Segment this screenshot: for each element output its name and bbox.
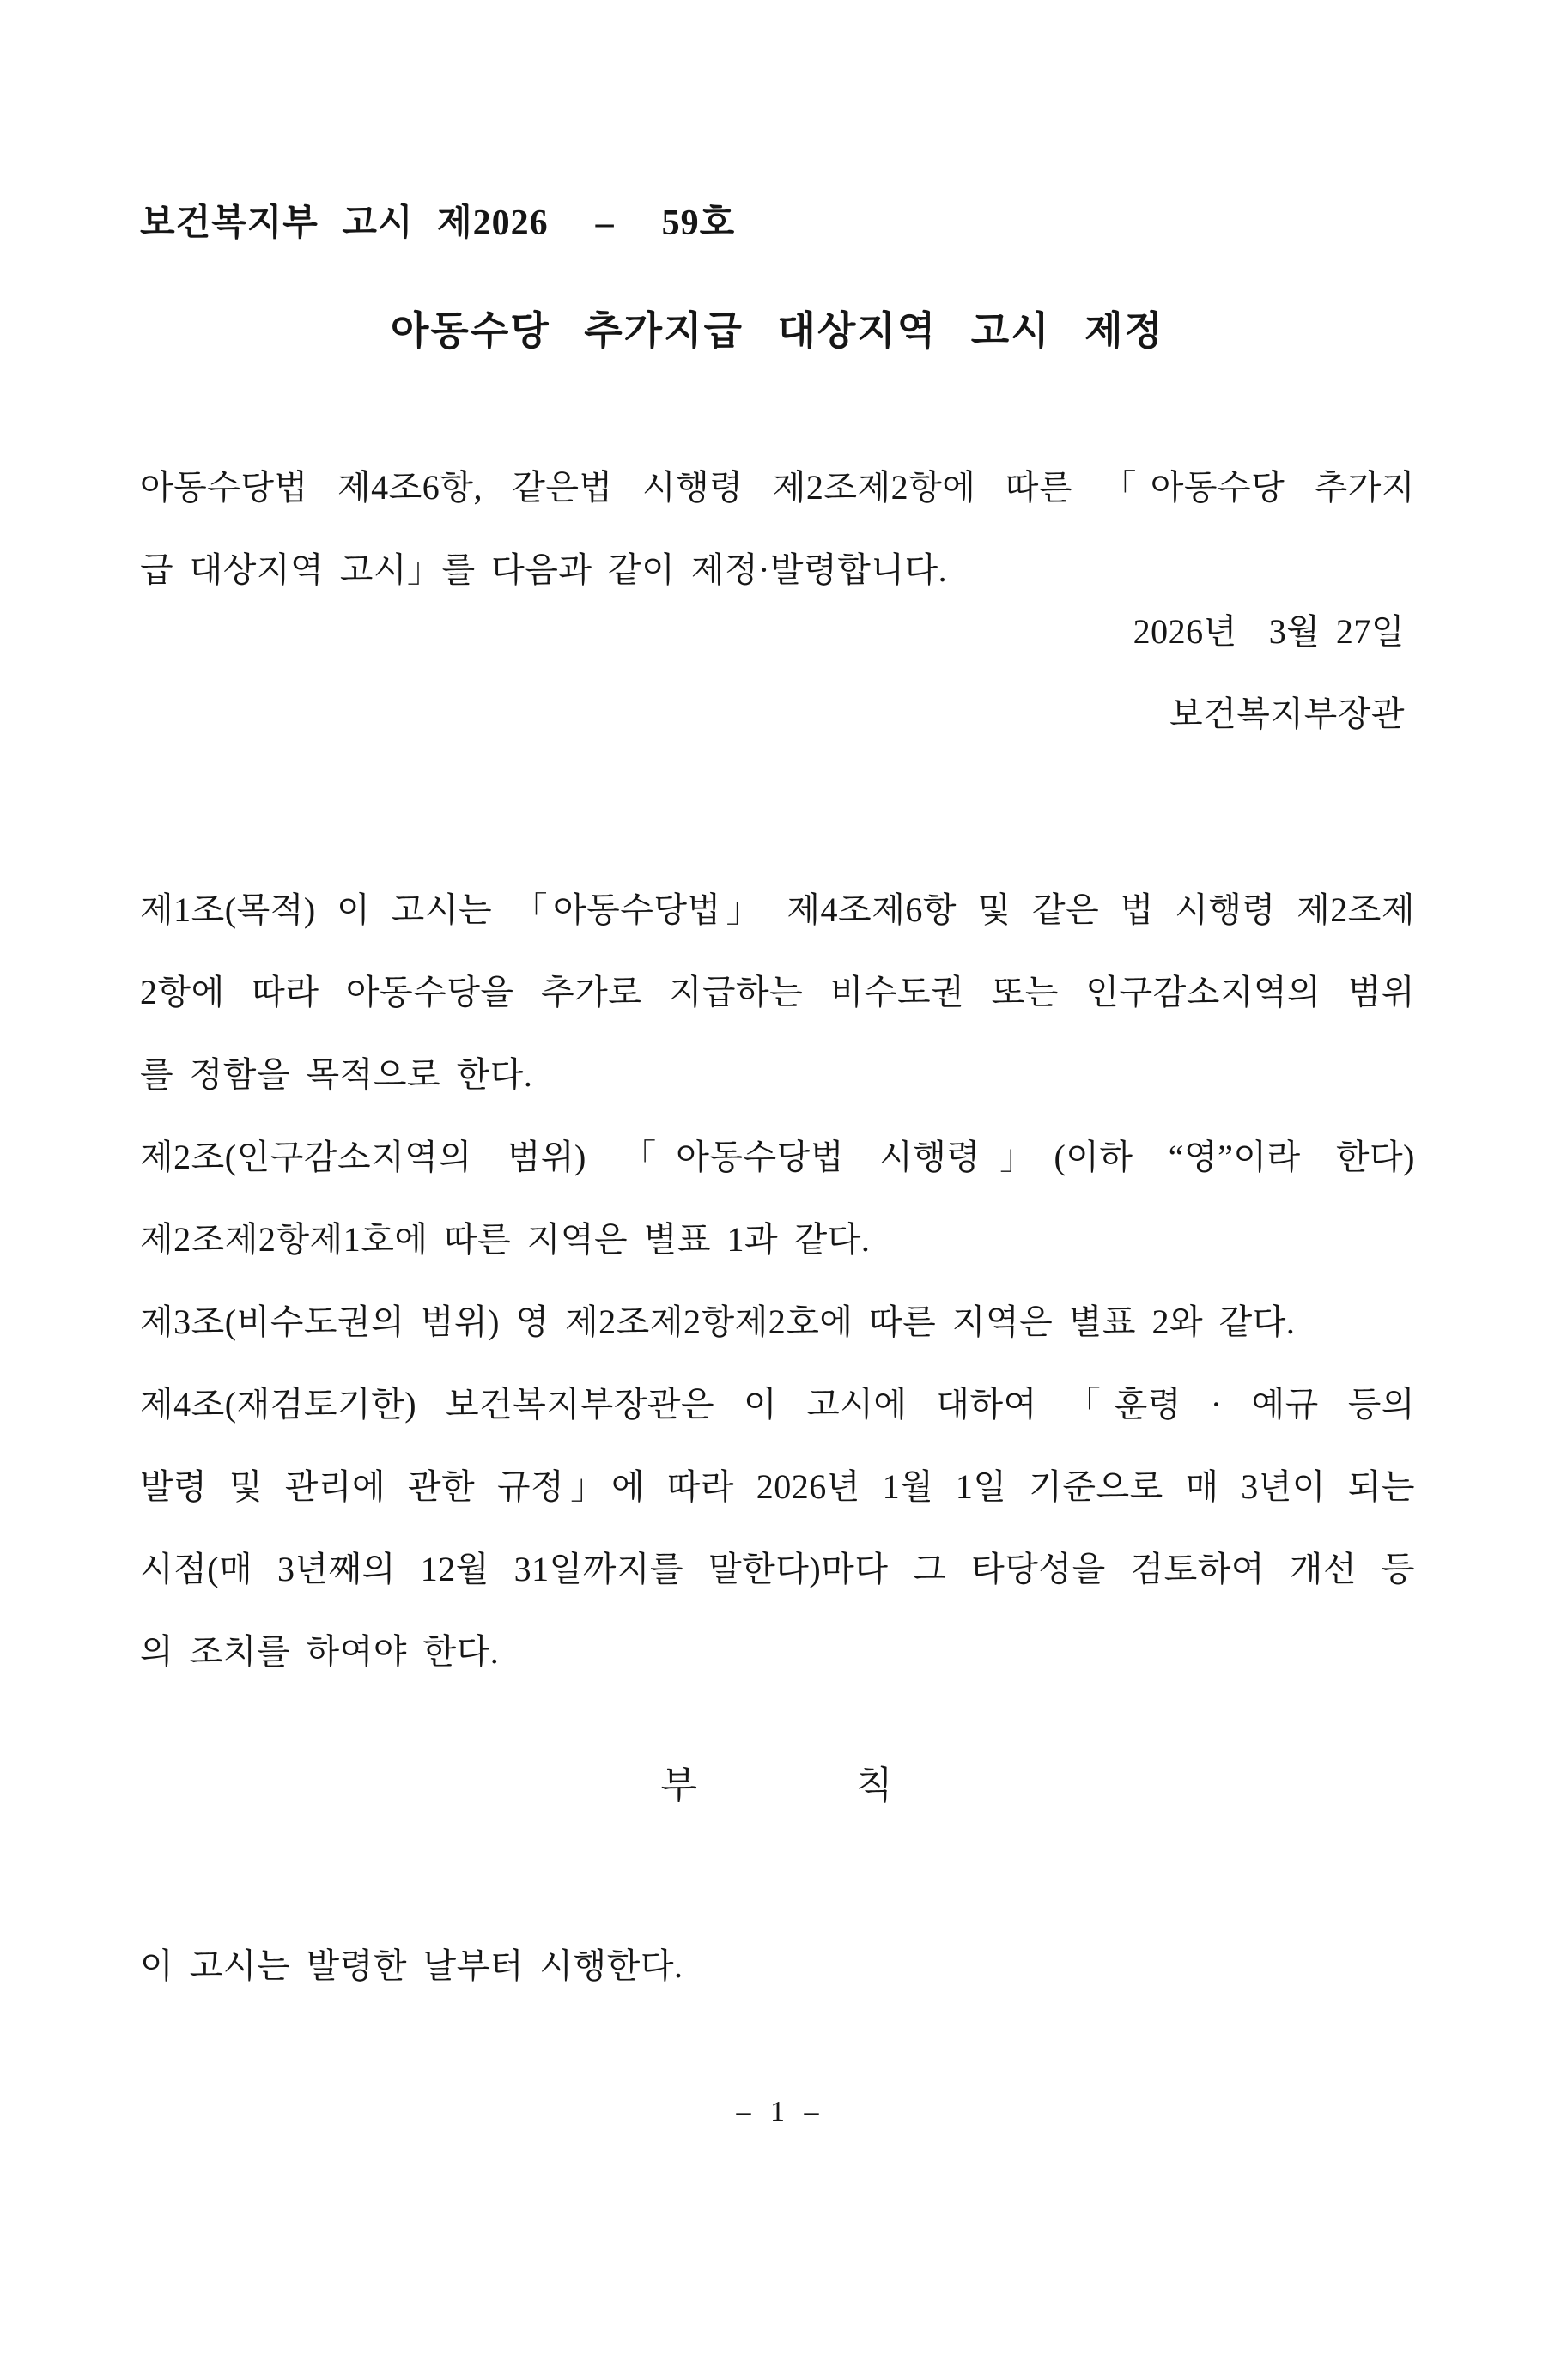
doc-title: 아동수당 추가지급 대상지역 고시 제정 (391, 309, 1164, 353)
addendum-heading: 부 칙 (660, 1764, 895, 1806)
article-line: 제3조(비수도권의 범위) 영 제2조제2항제2호에 따른 지역은 별표 2와 같다. (140, 1302, 1296, 1341)
notice-document-page (0, 182, 1555, 2380)
article-line: 제1조(목적) 이 고시는 「아동수당법」 제4조제6항 및 같은 법 시행령 제2조제 (140, 890, 1415, 929)
article-line: 2항에 따라 아동수당을 추가로 지급하는 비수도권 또는 인구감소지역의 범위 (140, 973, 1415, 1011)
issue-date: 2026년 3월 27일 (1133, 612, 1405, 651)
doc-number: 보건복지부 고시 제2026 – 59호 (140, 203, 736, 243)
article-line: 제2조(인구감소지역의 범위) 「아동수당법 시행령」(이하 “영”이라 한다) (140, 1138, 1415, 1176)
intro-line: 아동수당법 제4조6항, 같은법 시행령 제2조제2항에 따른 「아동수당 추가지 (140, 468, 1415, 507)
article-line: 를 정함을 목적으로 한다. (140, 1055, 533, 1094)
article-line: 제4조(재검토기한) 보건복지부장관은 이 고시에 대하여 「훈령 · 예규 등의 (140, 1385, 1415, 1424)
article-line: 제2조제2항제1호에 따른 지역은 별표 1과 같다. (140, 1220, 871, 1259)
article-line: 시점(매 3년째의 12월 31일까지를 말한다)마다 그 타당성을 검토하여 개선 등 (140, 1550, 1415, 1588)
page-number: – 1 – (736, 2096, 819, 2128)
articles-section (140, 869, 1415, 1693)
addendum-body: 이 고시는 발령한 날부터 시행한다. (140, 1946, 683, 1985)
article-line: 발령 및 관리에 관한 규정」에 따라 2026년 1월 1일 기준으로 매 3년이 되는 (140, 1467, 1415, 1506)
intro-line: 급 대상지역 고시」를 다음과 같이 제정·발령합니다. (140, 550, 948, 589)
article-line: 의 조치를 하여야 한다. (140, 1632, 500, 1671)
minister-signature: 보건복지부장관 (1169, 695, 1405, 733)
intro-paragraph (140, 446, 1415, 611)
